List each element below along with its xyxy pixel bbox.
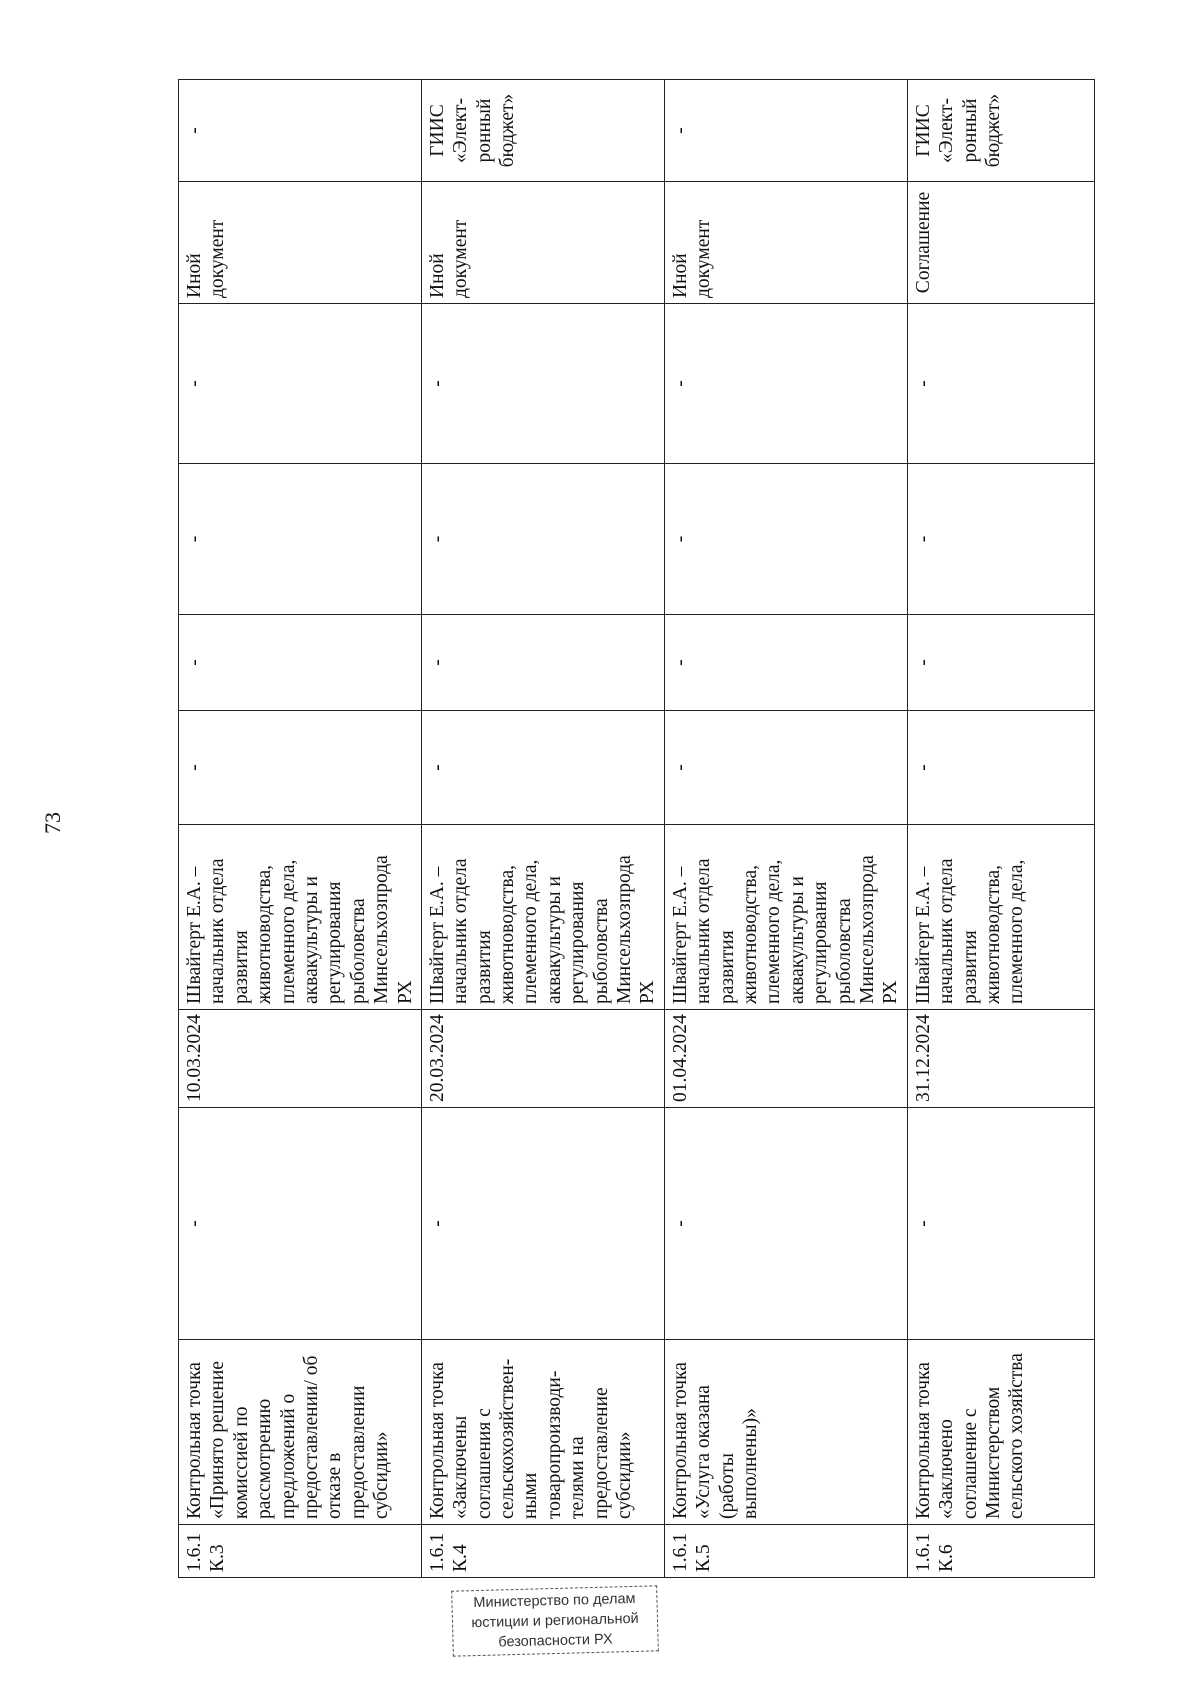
date-cell: 01.04.2024: [664, 1010, 907, 1108]
empty-cell: -: [179, 1108, 422, 1340]
rotated-table-container: [178, 80, 1058, 1578]
empty-cell: -: [179, 304, 422, 464]
date-cell: 20.03.2024: [421, 1010, 664, 1108]
responsible-cell: Швайгерт Е.А. – начальник отдела развития животноводства, племенного дела,: [907, 825, 1094, 1010]
empty-cell: -: [907, 1108, 1094, 1340]
stamp-line: безопасности РХ: [498, 1631, 613, 1651]
document-type-cell: Иной документ: [664, 182, 907, 304]
responsible-cell: Швайгерт Е.А. – начальник отдела развития животноводства, племенного дела, аквакультуры и регулирования рыболовства Минсельхозпрода РХ: [421, 825, 664, 1010]
control-point-name: Контрольная точка «Услуга оказана (работы выполнены)»: [664, 1340, 907, 1525]
page-number: 73: [40, 812, 65, 834]
information-system-cell: ГИИС «Элект-ронный бюджет»: [907, 80, 1094, 182]
empty-cell: -: [664, 615, 907, 711]
row-number: 1.6.1 К.4: [421, 1525, 664, 1578]
empty-cell: -: [421, 1108, 664, 1340]
document-type-cell: Соглашение: [907, 182, 1094, 304]
document-type-cell: Иной документ: [179, 182, 422, 304]
table-row: [421, 80, 664, 1578]
empty-cell: -: [179, 711, 422, 825]
empty-cell: -: [907, 615, 1094, 711]
information-system-cell: -: [664, 80, 907, 182]
empty-cell: -: [664, 464, 907, 615]
row-number: 1.6.1 К.6: [907, 1525, 1094, 1578]
date-cell: 10.03.2024: [179, 1010, 422, 1108]
row-number: 1.6.1 К.5: [664, 1525, 907, 1578]
table-row: [664, 80, 907, 1578]
responsible-cell: Швайгерт Е.А. – начальник отдела развития животноводства, племенного дела, аквакультуры и регулирования рыболовства Минсельхозпрода РХ: [664, 825, 907, 1010]
table-row: [179, 80, 422, 1578]
control-point-name: Контрольная точка «Принято решение комиссией по рассмотрению предложений о предоставлении/ об отказе в предоставлении субсидии»: [179, 1340, 422, 1525]
empty-cell: -: [179, 464, 422, 615]
stamp-line: юстиции и региональной: [471, 1610, 639, 1632]
control-point-name: Контрольная точка «Заключены соглашения с сельскохозяйствен-ными товаропроизводи-телями на предоставление субсидии»: [421, 1340, 664, 1525]
document-type-cell: Иной документ: [421, 182, 664, 304]
empty-cell: -: [907, 711, 1094, 825]
empty-cell: -: [664, 1108, 907, 1340]
empty-cell: -: [907, 464, 1094, 615]
date-cell: 31.12.2024: [907, 1010, 1094, 1108]
table-row: [907, 80, 1094, 1578]
control-points-table: [178, 79, 1095, 1578]
stamp-line: Министерство по делам: [473, 1590, 636, 1612]
empty-cell: -: [664, 304, 907, 464]
empty-cell: -: [421, 615, 664, 711]
empty-cell: -: [907, 304, 1094, 464]
responsible-cell: Швайгерт Е.А. – начальник отдела развития животноводства, племенного дела, аквакультуры и регулирования рыболовства Минсельхозпрода РХ: [179, 825, 422, 1010]
empty-cell: -: [421, 464, 664, 615]
ministry-stamp: [451, 1585, 659, 1656]
control-point-name: Контрольная точка «Заключено соглашение с Министерством сельского хозяйства: [907, 1340, 1094, 1525]
empty-cell: -: [179, 615, 422, 711]
information-system-cell: -: [179, 80, 422, 182]
empty-cell: -: [421, 711, 664, 825]
empty-cell: -: [421, 304, 664, 464]
empty-cell: -: [664, 711, 907, 825]
row-number: 1.6.1 К.3: [179, 1525, 422, 1578]
information-system-cell: ГИИС «Элект-ронный бюджет»: [421, 80, 664, 182]
